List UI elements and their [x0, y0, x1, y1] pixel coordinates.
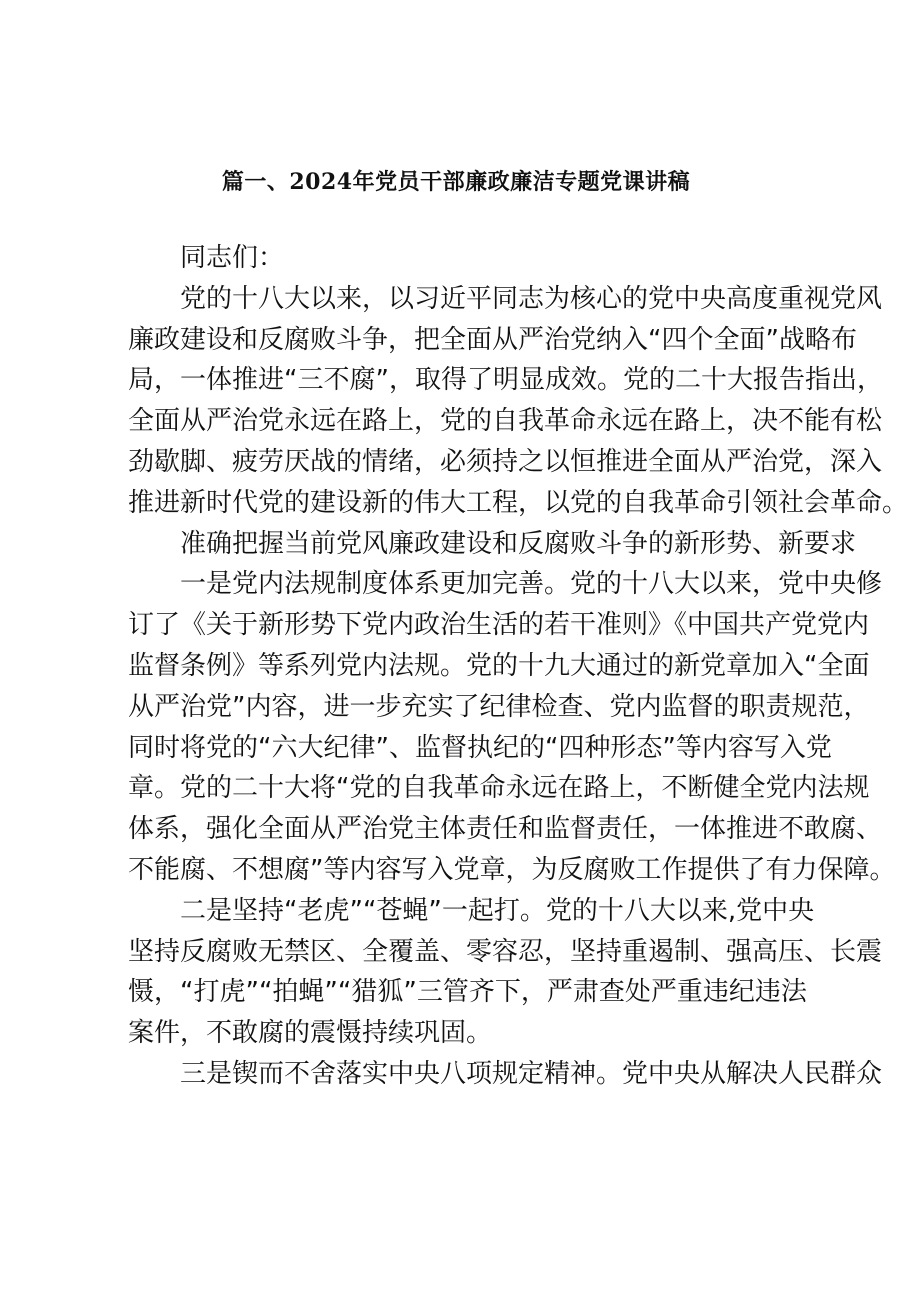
text-line: 章。党的二十大将“党的自我革命永远在路上，不断健全党内法规 [128, 773, 870, 804]
text-line: 二是坚持“老虎”“苍蝇”一起打。党的十八大以来,党中央 [180, 895, 815, 926]
text-line: 三是锲而不舍落实中央八项规定精神。党中央从解决人民群众 [180, 1058, 883, 1089]
text-line: 全面从严治党永远在路上，党的自我革命永远在路上，决不能有松 [128, 406, 883, 437]
text-line: 同时将党的“六大纪律”、监督执纪的“四种形态”等内容写入党 [128, 732, 832, 763]
text-line: 廉政建设和反腐败斗争，把全面从严治党纳入“四个全面”战略布 [128, 324, 857, 355]
text-line: 局，一体推进“三不腐”，取得了明显成效。党的二十大报告指出， [128, 365, 883, 396]
text-line: 坚持反腐败无禁区、全覆盖、零容忍，坚持重遏制、强高压、长震 [128, 936, 883, 967]
text-line: 党的十八大以来，以习近平同志为核心的党中央高度重视党风 [180, 283, 883, 314]
document-body [128, 238, 909, 1095]
text-line: 案件，不敢腐的震慑持续巩固。 [128, 1018, 493, 1049]
text-line: 推进新时代党的建设新的伟大工程，以党的自我革命引领社会革命。 [128, 487, 909, 518]
text-line: 劲歇脚、疲劳厌战的情绪，必须持之以恒推进全面从严治党，深入 [128, 446, 883, 477]
text-line: 慑，“打虎”“拍蝇”“猎狐”三管齐下，严肃查处严重违纪违法 [128, 977, 807, 1008]
text-line: 监督条例》等系列党内法规。党的十九大通过的新党章加入“全面 [128, 650, 870, 681]
text-line: 不能腐、不想腐”等内容写入党章，为反腐败工作提供了有力保障。 [128, 854, 896, 885]
document-title: 篇一、2024年党员干部廉政廉洁专题党课讲稿 [221, 169, 691, 195]
text-line: 同志们： [180, 243, 285, 273]
text-line: 准确把握当前党风廉政建设和反腐败斗争的新形势、新要求 [180, 528, 857, 559]
text-line: 一是党内法规制度体系更加完善。党的十八大以来，党中央修 [180, 569, 883, 600]
text-line: 从严治党”内容，进一步充实了纪律检查、党内监督的职责规范， [128, 691, 870, 722]
text-line: 订了《关于新形势下党内政治生活的若干准则》《中国共产党党内 [128, 610, 870, 641]
text-line: 体系，强化全面从严治党主体责任和监督责任，一体推进不敢腐、 [128, 814, 883, 845]
